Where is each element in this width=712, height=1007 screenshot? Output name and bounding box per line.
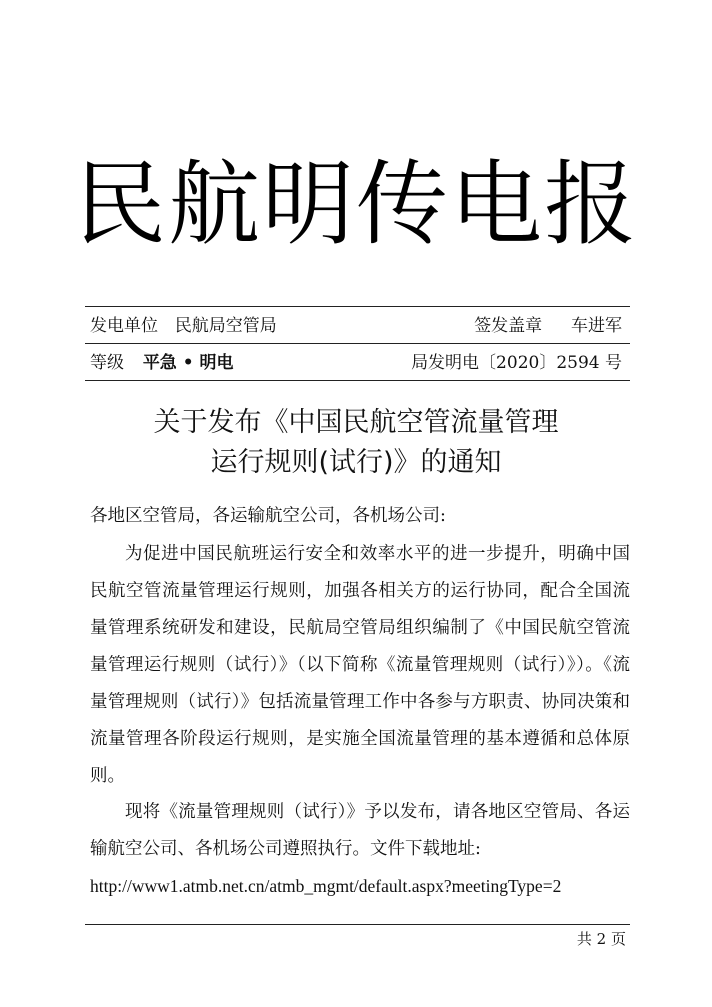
sender-field	[90, 311, 277, 341]
notice-title-line-1: 关于发布《中国民航空管流量管理	[153, 407, 559, 438]
signatory-field	[474, 311, 622, 341]
body-paragraph-1: 为促进中国民航班运行安全和效率水平的进一步提升，明确中国民航空管流量管理运行规则，加强各相关方的运行协同，配合全国流量管理系统研发和建设，民航局空管局组织编制了《中国民航空管流量管理运行规则（试行）》（以下简称《流量管理规则（试行）》）。《流量管理规则（试行）》包括流量管理工作中各参与方职责、协同决策和流量管理各阶段运行规则，是实施全国流量管理的基本遵循和总体原则。	[90, 544, 630, 786]
body-paragraph-2: 现将《流量管理规则（试行）》予以发布，请各地区空管局、各运输航空公司、各机场公司遵照执行。文件下载地址:	[90, 802, 630, 859]
priority-label: 等级	[90, 353, 124, 373]
signatory-value: 车进军	[571, 316, 622, 336]
priority-row	[90, 348, 622, 378]
sender-value: 民航局空管局	[174, 316, 277, 336]
download-url-link[interactable]: http://www1.atmb.net.cn/atmb_mgmt/default.aspx?meetingType=2	[90, 876, 562, 896]
header-bottom-rule	[85, 380, 630, 381]
reference-number: 局发明电〔2020〕2594 号	[411, 353, 622, 373]
page-count: 共 2 页	[576, 930, 626, 948]
header-middle-rule	[85, 343, 630, 344]
header-top-rule	[85, 306, 630, 307]
priority-value: 平急 • 明电	[142, 353, 234, 373]
notice-title-line-2: 运行规则(试行)》的通知	[210, 447, 502, 478]
priority-field	[90, 348, 234, 378]
signatory-label: 签发盖章	[474, 316, 543, 336]
masthead-title: 民航明传电报	[73, 151, 638, 258]
sender-label: 发电单位	[90, 316, 158, 336]
notice-title	[0, 403, 712, 483]
salutation: 各地区空管局，各运输航空公司，各机场公司:	[90, 506, 446, 526]
footer-rule	[85, 924, 630, 925]
sender-row	[90, 311, 622, 341]
